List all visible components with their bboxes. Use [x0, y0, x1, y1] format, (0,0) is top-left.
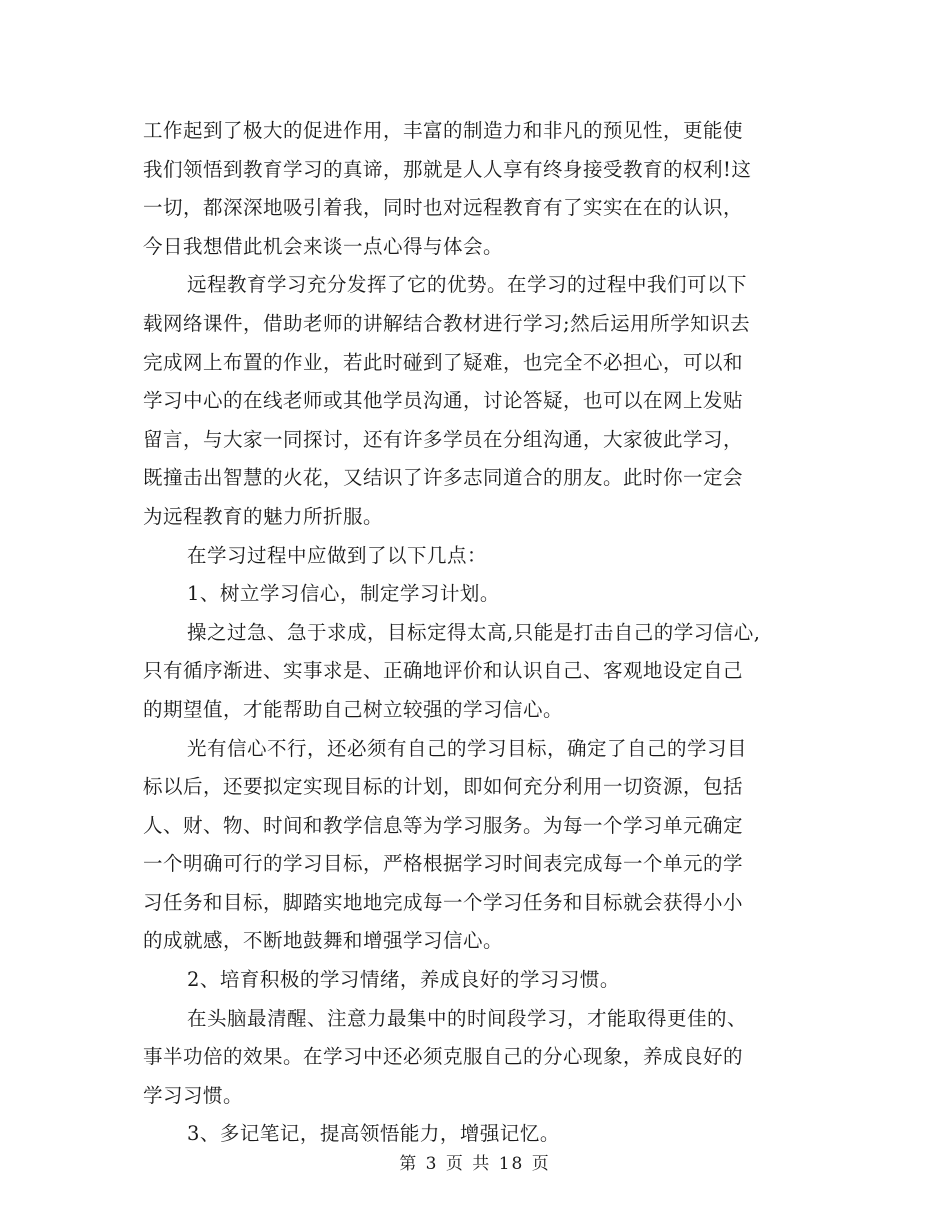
paragraph-first-line: 光有信心不行，还必须有自己的学习目标，确定了自己的学习目	[187, 736, 748, 760]
text-line: 载网络课件，借助老师的讲解结合教材进行学习;然后运用所学知识去	[143, 311, 751, 335]
text-line: 一个明确可行的学习目标，严格根据学习时间表完成每一个单元的学	[143, 852, 744, 876]
text-line: 人、财、物、时间和教学信息等为学习服务。为每一个学习单元确定	[143, 813, 744, 837]
text-line: 工作起到了极大的促进作用，丰富的制造力和非凡的预见性，更能使	[143, 119, 744, 142]
text-line: 学习习惯。	[143, 1083, 244, 1107]
paragraph-first-line: 2、培育积极的学习情绪，养成良好的学习习惯。	[187, 968, 620, 992]
paragraph-first-line: 远程教育学习充分发挥了它的优势。在学习的过程中我们可以下	[187, 273, 748, 297]
text-line: 今日我想借此机会来谈一点心得与体会。	[143, 234, 504, 258]
text-line: 的成就感，不断地鼓舞和增强学习信心。	[143, 929, 504, 953]
text-line: 留言，与大家一同探讨，还有许多学员在分组沟通，大家彼此学习，	[143, 427, 744, 451]
text-line: 完成网上布置的作业，若此时碰到了疑难，也完全不必担心，可以和	[143, 350, 744, 374]
text-line: 一切，都深深地吸引着我，同时也对远程教育有了实实在在的认识，	[143, 196, 744, 220]
paragraph-first-line: 操之过急、急于求成，目标定得太高,只能是打击自己的学习信心,	[187, 620, 761, 644]
page-number-footer: 第 3 页 共 18 页	[399, 1154, 551, 1174]
text-line: 为远程教育的魅力所折服。	[143, 504, 384, 528]
paragraph-first-line: 在学习过程中应做到了以下几点：	[187, 543, 488, 567]
text-line: 事半功倍的效果。在学习中还必须克服自己的分心现象，养成良好的	[143, 1045, 744, 1069]
text-line: 学习中心的在线老师或其他学员沟通，讨论答疑，也可以在网上发贴	[143, 389, 744, 413]
paragraph-first-line: 在头脑最清醒、注意力最集中的时间段学习，才能取得更佳的、	[187, 1006, 748, 1030]
text-line: 我们领悟到教育学习的真谛，那就是人人享有终身接受教育的权利!这	[143, 157, 752, 181]
text-line: 习任务和目标，脚踏实地地完成每一个学习任务和目标就会获得小小	[143, 890, 744, 914]
text-line: 的期望值，才能帮助自己树立较强的学习信心。	[143, 697, 564, 721]
text-line: 标以后，还要拟定实现目标的计划，即如何充分利用一切资源，包括	[143, 775, 744, 799]
document-body	[143, 112, 823, 1154]
text-line: 既撞击出智慧的火花，又结识了许多志同道合的朋友。此时你一定会	[143, 466, 744, 490]
paragraph-first-line: 1、树立学习信心，制定学习计划。	[187, 582, 500, 606]
text-line: 只有循序渐进、实事求是、正确地评价和认识自己、客观地设定自己	[143, 659, 744, 683]
paragraph-first-line: 3、多记笔记，提高领悟能力，增强记忆。	[187, 1122, 560, 1146]
